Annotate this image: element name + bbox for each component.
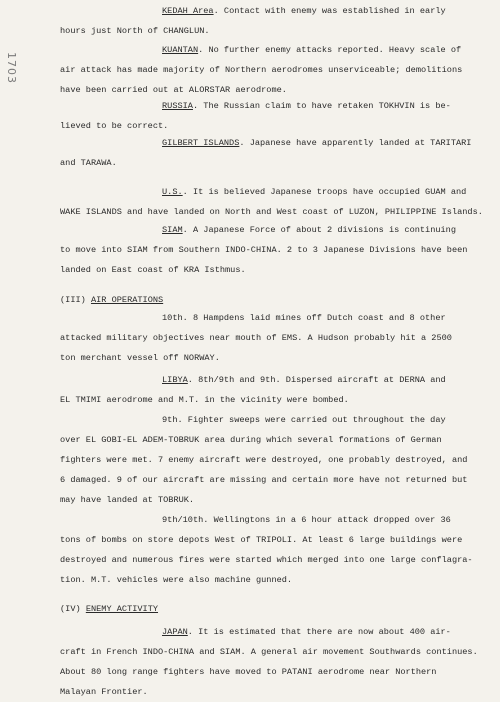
air-ops-paragraph-text: destroyed and numerous fires were started which merged into one large conflagra- (60, 555, 473, 565)
air-ops-paragraph-text: tons of bombs on store depots West of TRIPOLI. At least 6 large buildings were (60, 535, 463, 545)
air-ops-paragraph-text: 8th/9th and 9th. Dispersed aircraft at DERNA and (198, 375, 446, 385)
air-ops-paragraph-line (60, 432, 442, 450)
intel-paragraph-line (60, 262, 246, 280)
section-heading-enemy-activity (60, 601, 158, 619)
section-heading-enemy-activity-title: ENEMY ACTIVITY (85, 604, 159, 614)
intel-paragraph-heading: SIAM (162, 225, 183, 235)
enemy-paragraph-line (60, 644, 478, 662)
air-ops-paragraph-line (60, 452, 467, 470)
intel-paragraph-text: to move into SIAM from Southern INDO-CHINA. 2 to 3 Japanese Divisions have been (60, 245, 468, 255)
intel-paragraph-text: Japanese have apparently landed at TARITARI (249, 138, 472, 148)
section-heading-air-operations-title: AIR OPERATIONS (90, 295, 164, 305)
intel-paragraph-line: GILBERT ISLANDS. Japanese have apparently landed at TARITARI (162, 138, 472, 148)
section-heading-air-operations-number: (III) (60, 295, 86, 305)
intel-paragraph-line: KUANTAN. No further enemy attacks reported. Heavy scale of (162, 45, 462, 55)
air-ops-paragraph-line (162, 412, 446, 430)
air-ops-paragraph-text: EL TMIMI aerodrome and M.T. in the vicinity were bombed. (60, 395, 349, 405)
intel-paragraph-line: U.S.. It is believed Japanese troops have occupied GUAM and (162, 187, 467, 197)
air-ops-paragraph-line (60, 552, 473, 570)
enemy-paragraph-heading: JAPAN (162, 627, 188, 637)
intel-paragraph-text: air attack has made majority of Northern aerodromes unserviceable; demolitions (60, 65, 463, 75)
intel-paragraph-line (60, 82, 287, 100)
intel-paragraph-heading: RUSSIA (162, 101, 193, 111)
intel-paragraph-text: WAKE ISLANDS and have landed on North and West coast of LUZON, PHILIPPINE Islands. (60, 207, 483, 217)
air-ops-paragraph-text: 9th. Fighter sweeps were carried out throughout the day (162, 415, 446, 425)
air-ops-paragraph-heading: LIBYA (162, 375, 188, 385)
air-ops-paragraph-text: 10th. 8 Hampdens laid mines off Dutch coast and 8 other (162, 313, 446, 323)
intel-paragraph-text: hours just North of CHANGLUN. (60, 26, 210, 36)
intel-paragraph-heading: GILBERT ISLANDS (162, 138, 240, 148)
air-ops-paragraph-line (60, 392, 349, 410)
enemy-paragraph-text: Malayan Frontier. (60, 687, 148, 697)
enemy-paragraph-text: About 80 long range fighters have moved to PATANI aerodrome near Northern (60, 667, 437, 677)
air-ops-paragraph-line (60, 330, 452, 348)
intel-paragraph-heading: U.S. (162, 187, 183, 197)
intel-paragraph-text: It is believed Japanese troops have occupied GUAM and (192, 187, 467, 197)
intel-paragraph-text: lieved to be correct. (60, 121, 169, 131)
section-heading-air-operations (60, 292, 163, 310)
intel-paragraph-line (60, 204, 483, 222)
intel-paragraph-text: No further enemy attacks reported. Heavy scale of (208, 45, 462, 55)
air-ops-paragraph-text: may have landed at TOBRUK. (60, 495, 195, 505)
intel-paragraph-line (60, 155, 117, 173)
air-ops-paragraph-line (162, 310, 446, 328)
intel-paragraph-heading: KUANTAN (162, 45, 199, 55)
enemy-paragraph-line: JAPAN. It is estimated that there are now about 400 air- (162, 627, 451, 637)
air-ops-paragraph-text: 9th/10th. Wellingtons in a 6 hour attack dropped over 36 (162, 515, 451, 525)
intel-paragraph-line: RUSSIA. The Russian claim to have retaken TOKHVIN is be- (162, 101, 451, 111)
air-ops-paragraph-text: 6 damaged. 9 of our aircraft are missing and certain more have not returned but (60, 475, 468, 485)
intel-paragraph-line (60, 118, 168, 136)
intel-paragraph-line: KEDAH Area. Contact with enemy was established in early (162, 6, 446, 16)
air-ops-paragraph-text: fighters were met. 7 enemy aircraft were destroyed, one probably destroyed, and (60, 455, 468, 465)
air-ops-paragraph-line (60, 492, 194, 510)
air-ops-paragraph-line (60, 532, 462, 550)
intel-paragraph-heading: KEDAH Area (162, 6, 214, 16)
intel-paragraph-line (60, 62, 462, 80)
intel-paragraph-text: Contact with enemy was established in early (223, 6, 446, 16)
air-ops-paragraph-text: attacked military objectives near mouth of EMS. A Hudson probably hit a 2500 (60, 333, 452, 343)
intel-paragraph-text: landed on East coast of KRA Isthmus. (60, 265, 246, 275)
intel-paragraph-text: and TARAWA. (60, 158, 117, 168)
intel-paragraph-text: The Russian claim to have retaken TOKHVIN is be- (203, 101, 451, 111)
enemy-paragraph-line (60, 684, 148, 702)
air-ops-paragraph-line (162, 512, 451, 530)
section-heading-enemy-activity-number: (IV) (60, 604, 81, 614)
enemy-paragraph-text: It is estimated that there are now about 400 air- (198, 627, 451, 637)
air-ops-paragraph-line: LIBYA. 8th/9th and 9th. Dispersed aircraft at DERNA and (162, 375, 446, 385)
intel-paragraph-text: A Japanese Force of about 2 divisions is continuing (192, 225, 456, 235)
intel-paragraph-line (60, 23, 210, 41)
intel-paragraph-text: have been carried out at ALORSTAR aerodrome. (60, 85, 287, 95)
intel-paragraph-line: SIAM. A Japanese Force of about 2 divisions is continuing (162, 225, 456, 235)
margin-note: 1703 (5, 52, 18, 84)
air-ops-paragraph-line (60, 572, 292, 590)
enemy-paragraph-line (60, 664, 436, 682)
enemy-paragraph-text: craft in French INDO-CHINA and SIAM. A general air movement Southwards continues. (60, 647, 478, 657)
air-ops-paragraph-line (60, 350, 220, 368)
air-ops-paragraph-line (60, 472, 467, 490)
air-ops-paragraph-text: tion. M.T. vehicles were also machine gunned. (60, 575, 293, 585)
air-ops-paragraph-text: ton merchant vessel off NORWAY. (60, 353, 220, 363)
air-ops-paragraph-text: over EL GOBI-EL ADEM-TOBRUK area during which several formations of German (60, 435, 442, 445)
intel-paragraph-line (60, 242, 467, 260)
